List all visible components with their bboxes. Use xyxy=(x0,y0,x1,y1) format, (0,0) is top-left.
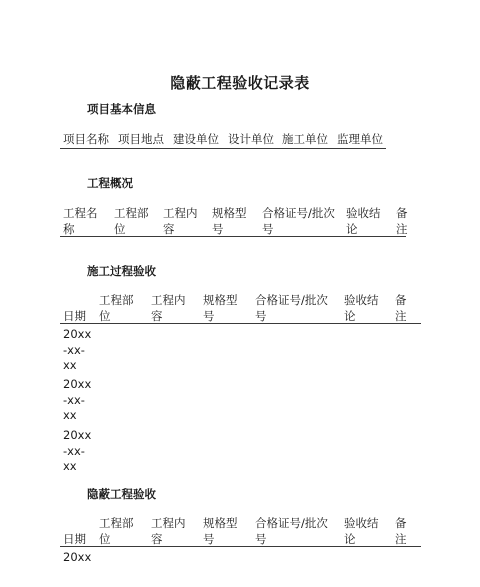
col-remarks: 备 注 xyxy=(396,206,408,236)
date-cell: 20xx -xx- xx xyxy=(63,428,92,473)
table-rule xyxy=(60,323,421,324)
col-acceptance-result: 验收结 论 xyxy=(344,293,379,323)
col-design-unit: 设计单位 xyxy=(228,132,274,146)
col-project-content: 工程内 容 xyxy=(163,206,198,236)
section-heading-process: 施工过程验收 xyxy=(87,264,156,278)
col-date: 日期 xyxy=(63,532,86,546)
section-heading-hidden: 隐蔽工程验收 xyxy=(87,487,156,501)
col-date: 日期 xyxy=(63,309,86,323)
date-cell: 20xx -xx- xx xyxy=(63,327,92,372)
col-acceptance-result: 验收结 论 xyxy=(346,206,381,236)
col-acceptance-result: 验收结 论 xyxy=(344,516,379,546)
col-certificate-batch: 合格证号/批次 号 xyxy=(262,206,335,236)
table-rule xyxy=(60,148,386,149)
col-builder-unit: 施工单位 xyxy=(282,132,328,146)
col-spec-model: 规格型 号 xyxy=(212,206,247,236)
col-certificate-batch: 合格证号/批次 号 xyxy=(255,516,328,546)
page-title: 隐蔽工程验收记录表 xyxy=(170,74,310,92)
col-remarks: 备 注 xyxy=(395,293,407,323)
table-rule xyxy=(60,546,421,547)
col-spec-model: 规格型 号 xyxy=(203,293,238,323)
col-project-name: 项目名称 xyxy=(63,132,109,146)
col-construction-unit: 建设单位 xyxy=(173,132,219,146)
col-remarks: 备 注 xyxy=(395,516,407,546)
table-rule xyxy=(60,236,406,237)
col-certificate-batch: 合格证号/批次 号 xyxy=(255,293,328,323)
col-project-content: 工程内 容 xyxy=(151,293,186,323)
col-project-part: 工程部 位 xyxy=(99,516,134,546)
section-heading-project-info: 项目基本信息 xyxy=(87,102,156,116)
col-project-location: 项目地点 xyxy=(118,132,164,146)
section-heading-overview: 工程概况 xyxy=(87,176,133,190)
date-cell: 20xx xyxy=(63,550,92,564)
col-project-part: 工程部 位 xyxy=(99,293,134,323)
col-project-content: 工程内 容 xyxy=(151,516,186,546)
col-spec-model: 规格型 号 xyxy=(203,516,238,546)
col-supervision-unit: 监理单位 xyxy=(337,132,383,146)
col-project-name: 工程名 称 xyxy=(63,206,98,236)
col-project-part: 工程部 位 xyxy=(114,206,149,236)
date-cell: 20xx -xx- xx xyxy=(63,377,92,422)
